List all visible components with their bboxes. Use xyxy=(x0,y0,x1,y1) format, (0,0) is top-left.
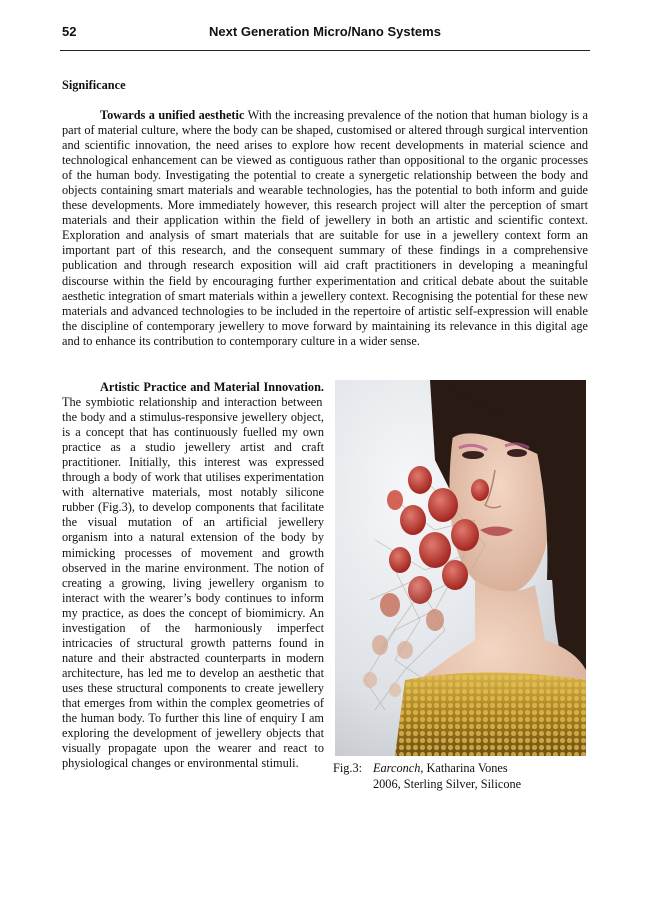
figure-artist: , Katharina Vones xyxy=(420,761,508,775)
header-rule xyxy=(60,50,590,51)
running-title: Next Generation Micro/Nano Systems xyxy=(209,24,441,39)
paragraph-lead: Artistic Practice and Material Innovation. xyxy=(100,380,324,394)
section-title: Significance xyxy=(62,78,126,92)
figure-details: 2006, Sterling Silver, Silicone xyxy=(373,776,522,791)
paragraph-body: With the increasing prevalence of the notion that human biology is a part of material culture, where the body can be shaped, customised or altered through surgical intervention and scientific innovation, the need arises to explore how recent developments in material science and technological enhancement can be viewed as contiguous rather than oppositional to the organic processes of the human body. Investigating the potential to create a synergetic relationship between the body and objects containing smart materials and wearable technologies, has the potential to both inform and guide these developments. More immediately however, this research project will alter the perception of smart materials and their application within the field of jewellery in both an artistic and scientific context. Exploration and analysis of smart materials that are suitable for use in a jewellery context form an important part of this research, and the consequent summary of these findings in a comprehensive publication and through research exposition will aid craft practitioners in developing a meaningful discourse within the field by encouraging further experimentation and critical debate about the suitable aesthetic integration of smart materials within a jewellery context. Recognising the potential for these new materials and advanced technologies to be included in the repertoire of artistic self-expression will enable the discipline of contemporary jewellery to move forward by maintaining its relevance in this digital age and to enhance its contribution to contemporary culture in a wider sense. xyxy=(62,108,588,348)
figure-caption xyxy=(333,761,593,792)
paragraph-body: The symbiotic relationship and interaction between the body and a stimulus-responsive jewellery object, is a concept that has continuously fuelled my own practice as a studio jewellery artist and craft practitioner. Initially, this interest was expressed through a body of work that utilises experimentation with alternative materials, most notably silicone rubber (Fig.3), to develop components that facilitate the visual mutation of an artificial jewellery organism into a natural extension of the body by mimicking processes of movement and growth observed in the marine environment. The notion of creating a growing, living jewellery organism to interact with the wearer’s body continues to inform my practice, as does the concept of biomimicry. An investigation of the harmoniously imperfect intricacies of structural growth patterns found in nature and their abstracted counterparts in modern architecture, has led me to develop an aesthetic that uses these structural components to create jewellery that emerges from within the complex geometries of the human body. To further this line of enquiry I am exploring the development of jewellery objects that visually propagate upon the wearer and react to physiological changes or environmental stimuli. xyxy=(62,395,324,771)
figure-photo xyxy=(335,380,586,756)
paragraph-lead: Towards a unified aesthetic xyxy=(100,108,245,122)
paragraph-unified-aesthetic xyxy=(62,108,588,349)
page-header xyxy=(62,24,588,48)
earconch-photo-illustration xyxy=(335,380,586,756)
paragraph-artistic-practice xyxy=(62,380,324,771)
figure-label: Fig.3: xyxy=(333,761,363,775)
figure-title: Earconch xyxy=(373,761,421,775)
page-number: 52 xyxy=(62,24,77,39)
